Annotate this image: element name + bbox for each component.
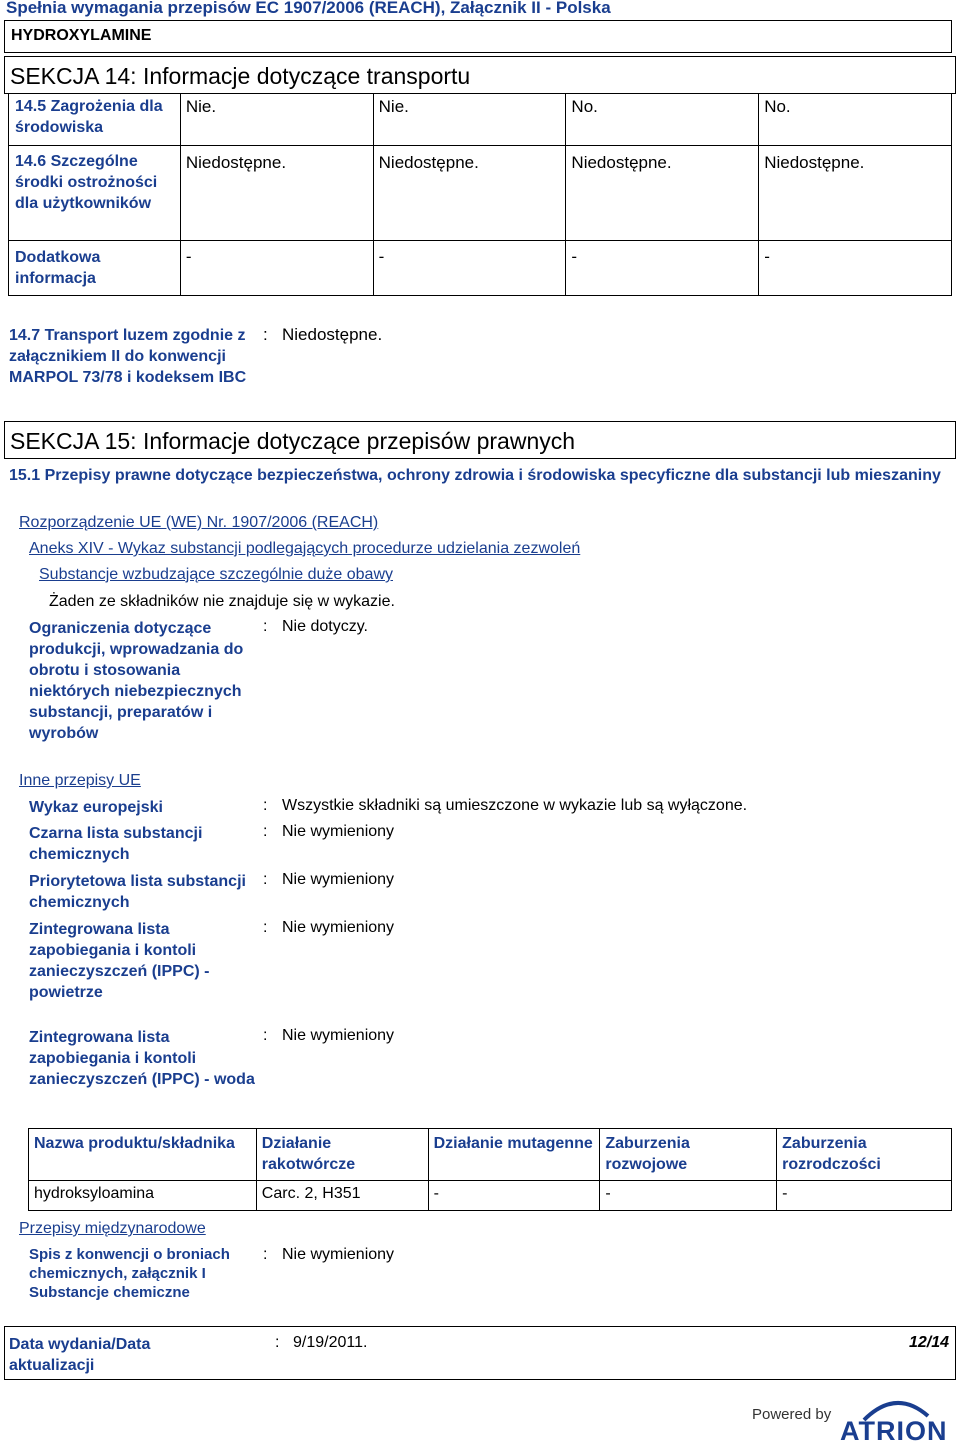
powered-by-text: Powered by: [752, 1406, 832, 1423]
eu-item-value: Nie wymieniony: [282, 871, 395, 888]
table-cell: Niedostępne.: [764, 153, 865, 172]
eu-item-colon: :: [263, 1027, 268, 1044]
column-header: Nazwa produktu/składnika: [34, 1135, 235, 1152]
table-header-row: [29, 1129, 952, 1181]
eu-item-colon: :: [263, 797, 268, 814]
section-14-header: [4, 56, 956, 94]
restrictions-colon: :: [263, 618, 268, 635]
column-header: Działanie rakotwórcze: [261, 1135, 356, 1173]
table-cell: -: [764, 247, 770, 266]
atrion-brand: ATRION: [840, 1416, 948, 1446]
table-cell: -: [378, 247, 385, 266]
cwc-value: Nie wymieniony: [282, 1246, 395, 1263]
transport-table: [8, 93, 952, 296]
table-row: [9, 94, 952, 146]
table-cell: -: [605, 1185, 611, 1202]
other-eu-heading: Inne przepisy UE: [19, 772, 141, 789]
eu-item-colon: :: [263, 871, 268, 888]
eu-item-colon: :: [263, 919, 268, 936]
reach-regulation-heading: Rozporządzenie UE (WE) Nr. 1907/2006 (REACH): [19, 514, 379, 531]
eu-item-label: Zintegrowana lista zapobiegania i kontoli zanieczyszczeń (IPPC) - woda: [29, 1029, 255, 1088]
section-15-header: [4, 421, 956, 459]
eu-item-value: Nie wymieniony: [282, 1027, 395, 1044]
table-cell: -: [782, 1185, 788, 1202]
eu-item-value: Nie wymieniony: [282, 823, 395, 840]
powered-by-logo: [752, 1394, 956, 1448]
table-row: [9, 241, 952, 296]
international-heading: Przepisy międzynarodowe: [19, 1220, 206, 1237]
page-number: 12/14: [908, 1334, 949, 1351]
table-cell: No.: [571, 97, 598, 116]
section-15-1-subtitle: 15.1 Przepisy prawne dotyczące bezpieczeństwa, ochrony zdrowia i środowiska specyficzne dla substancji lub mieszaniny: [9, 467, 941, 484]
section-15-title: SEKCJA 15: Informacje dotyczące przepisów prawnych: [10, 428, 576, 454]
cmr-table: [28, 1128, 952, 1211]
document-header-title: Spełnia wymagania przepisów EC 1907/2006 (REACH), Załącznik II - Polska: [6, 0, 611, 17]
table-row: [29, 1181, 952, 1211]
column-header: Zaburzenia rozwojowe: [605, 1135, 690, 1173]
row-label-additional: Dodatkowa informacja: [15, 249, 101, 287]
column-header: Zaburzenia rozrodczości: [782, 1135, 881, 1173]
table-cell: Niedostępne.: [571, 153, 672, 172]
eu-item-label: Wykaz europejski: [29, 799, 163, 816]
cwc-colon: :: [263, 1246, 268, 1263]
cwc-label: Spis z konwencji o broniach chemicznych, załącznik I Substancje chemiczne: [29, 1246, 230, 1301]
svhc-text: Żaden ze składników nie znajduje się w wykazie.: [49, 593, 395, 610]
eu-item-colon: :: [263, 823, 268, 840]
annex-xiv-heading: Aneks XIV - Wykaz substancji podlegających procedurze udzielania zezwoleń: [29, 540, 581, 557]
marpol-label: 14.7 Transport luzem zgodnie z załącznikiem II do konwencji MARPOL 73/78 i kodeksem IBC: [9, 327, 247, 386]
section-14-title: SEKCJA 14: Informacje dotyczące transportu: [10, 63, 471, 89]
eu-item-label: Priorytetowa lista substancji chemicznych: [29, 873, 246, 911]
restrictions-value: Nie dotyczy.: [282, 618, 368, 635]
table-cell: No.: [764, 97, 791, 116]
eu-item-value: Nie wymieniony: [282, 919, 395, 936]
table-cell: Nie.: [378, 97, 409, 116]
eu-item-label: Czarna lista substancji chemicznych: [29, 825, 203, 863]
row-label-environment: 14.5 Zagrożenia dla środowiska: [15, 98, 163, 136]
table-cell: Carc. 2, H351: [261, 1185, 361, 1202]
column-header: Działanie mutagenne: [433, 1135, 593, 1152]
marpol-colon: :: [263, 325, 268, 344]
substance-name: HYDROXYLAMINE: [11, 27, 152, 44]
table-cell: -: [185, 247, 192, 266]
substance-name-box: [4, 20, 952, 53]
eu-item-value: Wszystkie składniki są umieszczone w wykazie lub są wyłączone.: [282, 797, 748, 814]
table-cell: Niedostępne.: [378, 153, 479, 172]
table-cell: Niedostępne.: [185, 153, 287, 172]
marpol-value: Niedostępne.: [282, 325, 383, 344]
table-cell: -: [571, 247, 578, 266]
footer-box: [4, 1326, 956, 1380]
issue-date-colon: :: [275, 1334, 280, 1351]
restrictions-label: Ograniczenia dotyczące produkcji, wprowadzania do obrotu i stosowania niektórych niebezpiecznych substancji, preparatów i wyrobów: [29, 620, 244, 742]
issue-date-value: 9/19/2011.: [293, 1334, 368, 1351]
table-cell: hydroksyloamina: [34, 1185, 155, 1202]
svhc-heading: Substancje wzbudzające szczególnie duże obawy: [39, 566, 393, 583]
row-label-precautions: 14.6 Szczególne środki ostrożności dla użytkowników: [15, 153, 158, 212]
table-row: [9, 146, 952, 241]
issue-date-label: Data wydania/Data aktualizacji: [9, 1336, 151, 1374]
table-cell: -: [433, 1185, 439, 1202]
eu-item-label: Zintegrowana lista zapobiegania i kontoli zanieczyszczeń (IPPC) - powietrze: [29, 921, 210, 1001]
table-cell: Nie.: [185, 97, 217, 116]
